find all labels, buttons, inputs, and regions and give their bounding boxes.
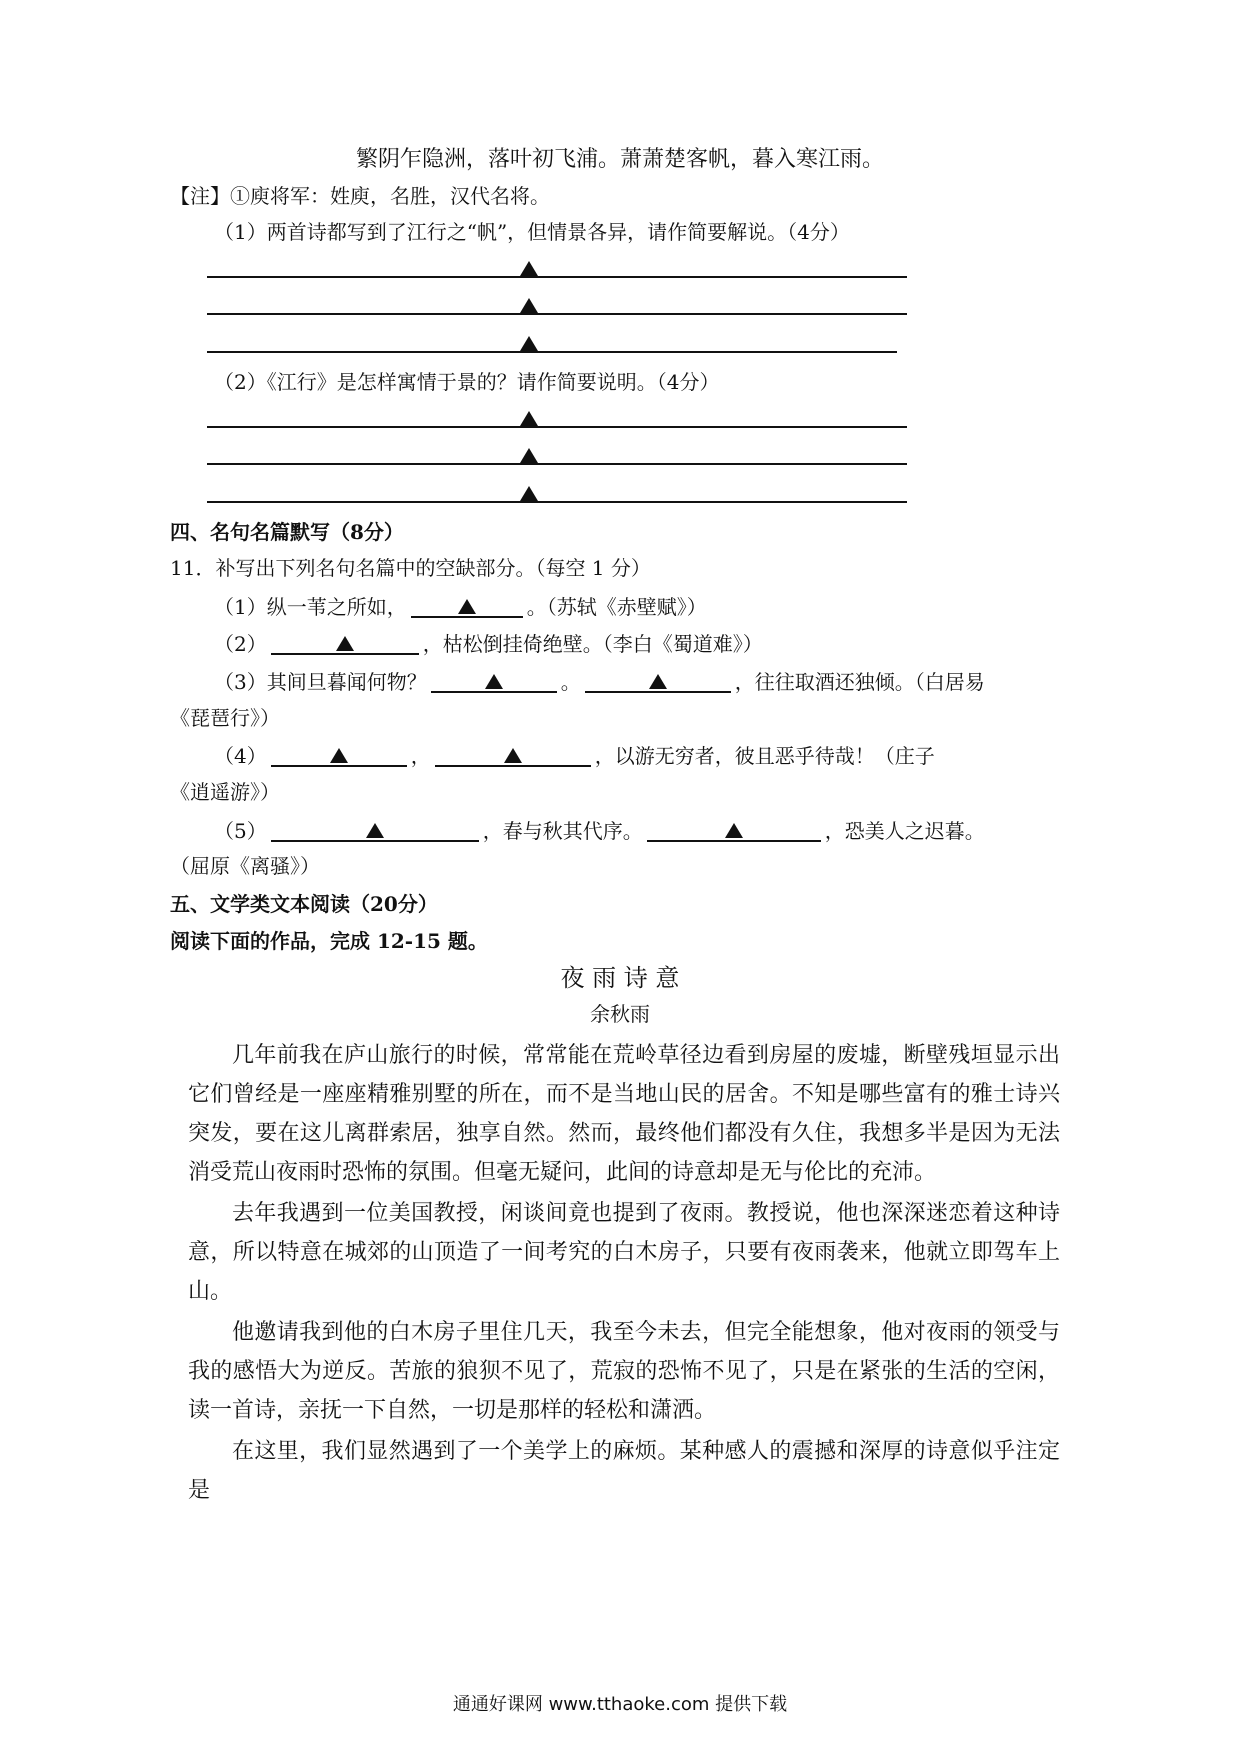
- fill-text: 。: [560, 670, 581, 694]
- fill-blank[interactable]: [271, 631, 419, 655]
- article-paragraph: 他邀请我到他的白木房子里住几天，我至今未去，但完全能想象，他对夜雨的领受与我的感悟大为逆反。苦旅的狼狈不见了，荒寂的恐怖不见了，只是在紧张的生活的空闲，读一首诗，亲抚一下自然，一切是那样的轻松和潇洒。: [188, 1320, 1060, 1423]
- fill-text: （3）其间旦暮闻何物？: [214, 670, 427, 694]
- fill-line-3: [214, 669, 985, 694]
- fill-text: （4）: [214, 744, 267, 768]
- fill-text: （5）: [214, 819, 267, 843]
- answer-line[interactable]: [207, 426, 907, 428]
- fill-blank[interactable]: [435, 743, 591, 767]
- fill-text: （1）纵一苇之所如，: [214, 595, 407, 619]
- fill-line-2: [214, 631, 763, 656]
- fill-line-4: [214, 743, 935, 768]
- article-paragraph: 在这里，我们显然遇到了一个美学上的麻烦。某种感人的震撼和深厚的诗意似乎注定是: [188, 1439, 1060, 1503]
- fill-text: ，以游无穷者，彼且恶乎待哉！（庄子: [594, 744, 935, 768]
- fill-text: 《逍遥游》）: [170, 780, 280, 804]
- fill-text: ，往往取酒还独倾。（白居易: [734, 670, 985, 694]
- answer-marker: [520, 261, 538, 276]
- question-2: （2）《江行》是怎样寓情于景的？请作简要说明。（4分）: [214, 370, 720, 394]
- fill-blank[interactable]: [431, 669, 557, 693]
- article-paragraph: 去年我遇到一位美国教授，闲谈间竟也提到了夜雨。教授说，他也深深迷恋着这种诗意，所以特意在城郊的山顶造了一间考究的白木房子，只要有夜雨袭来，他就立即驾车上山。: [188, 1201, 1060, 1304]
- fill-line-1: [214, 594, 707, 619]
- section-heading-5: 五、文学类文本阅读（20分）: [170, 892, 438, 916]
- answer-marker: [520, 336, 538, 351]
- question-11: 11．补写出下列名句名篇中的空缺部分。（每空 1 分）: [170, 556, 651, 580]
- poem-note: 【注】①庾将军：姓庾，名胜，汉代名将。: [170, 184, 550, 208]
- fill-text: 《琵琶行》）: [170, 706, 280, 730]
- question-1: （1）两首诗都写到了江行之“帆”，但情景各异，请作简要解说。（4分）: [214, 220, 850, 244]
- fill-blank[interactable]: [271, 818, 479, 842]
- answer-line[interactable]: [207, 276, 907, 278]
- fill-text: （屈原《离骚》）: [170, 854, 320, 878]
- answer-line[interactable]: [207, 501, 907, 503]
- answer-marker: [520, 298, 538, 313]
- poem-line: 繁阴乍隐洲，落叶初飞浦。萧萧楚客帆，暮入寒江雨。: [355, 147, 884, 172]
- article-title: 夜 雨 诗 意: [560, 964, 680, 992]
- fill-blank[interactable]: [411, 594, 523, 618]
- fill-line-5: [214, 818, 985, 843]
- answer-marker: [520, 411, 538, 426]
- fill-text: ，枯松倒挂倚绝壁。（李白《蜀道难》）: [422, 632, 763, 656]
- answer-marker: [520, 486, 538, 501]
- fill-text: ，: [410, 744, 431, 768]
- fill-text: ，恐美人之迟暮。: [824, 819, 985, 843]
- fill-blank[interactable]: [271, 743, 407, 767]
- footer-text: 通通好课网 www.tthaoke.com 提供下载: [452, 1694, 788, 1715]
- answer-marker: [520, 448, 538, 463]
- answer-line[interactable]: [207, 463, 907, 465]
- fill-blank[interactable]: [647, 818, 821, 842]
- fill-text: 。（苏轼《赤壁赋》）: [526, 595, 707, 619]
- reading-instruction: 阅读下面的作品，完成 12-15 题。: [170, 929, 488, 953]
- article-paragraph: 几年前我在庐山旅行的时候，常常能在荒岭草径边看到房屋的废墟，断壁残垣显示出它们曾经是一座座精雅别墅的所在，而不是当地山民的居舍。不知是哪些富有的雅士诗兴突发，要在这儿离群索居，独享自然。然而，最终他们都没有久住，我想多半是因为无法消受荒山夜雨时恐怖的氛围。但毫无疑问，此间的诗意却是无与伦比的充沛。: [188, 1043, 1060, 1185]
- fill-text: ，春与秋其代序。: [482, 819, 643, 843]
- article-author: 余秋雨: [590, 1002, 650, 1026]
- answer-line[interactable]: [207, 313, 907, 315]
- section-heading-4: 四、名句名篇默写（8分）: [170, 520, 404, 544]
- fill-text: （2）: [214, 632, 267, 656]
- answer-line[interactable]: [207, 351, 897, 353]
- article-body: [188, 1036, 1060, 1512]
- fill-blank[interactable]: [585, 669, 731, 693]
